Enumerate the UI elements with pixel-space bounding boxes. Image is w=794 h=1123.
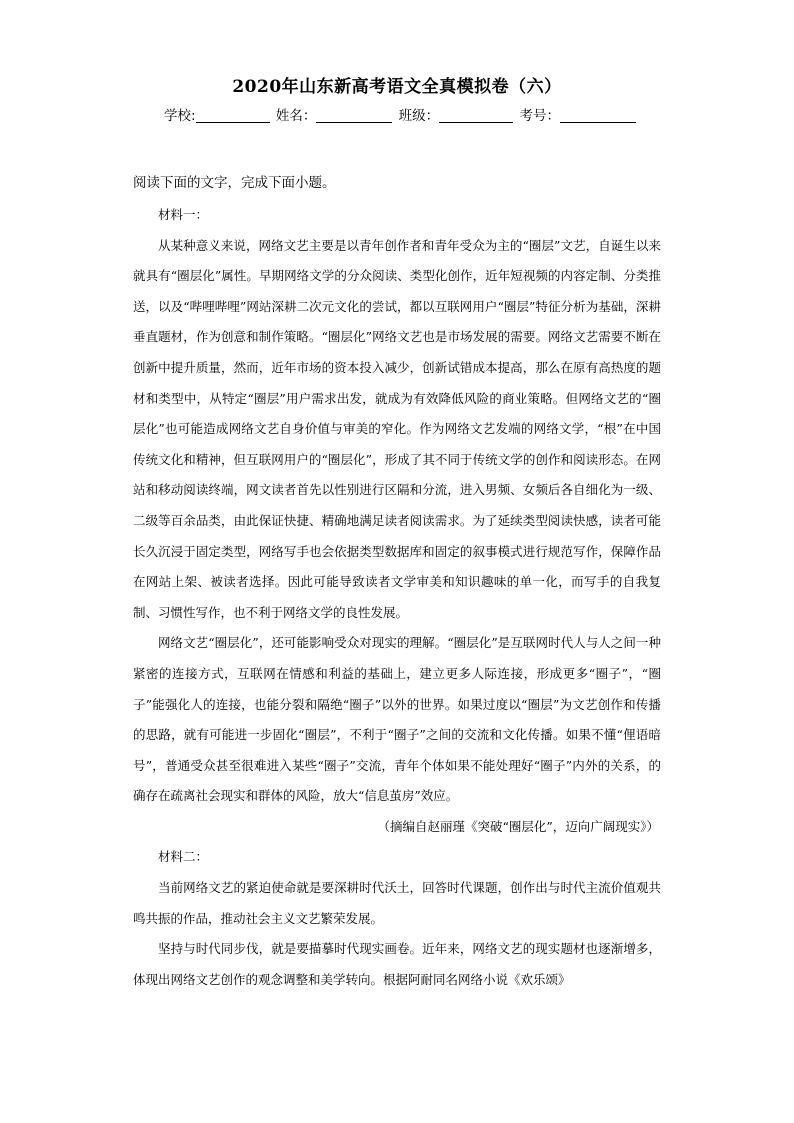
class-blank[interactable]: [439, 108, 513, 123]
school-blank[interactable]: [196, 108, 270, 123]
name-label: 姓名：: [275, 108, 317, 124]
page-title: 2020年山东新高考语文全真模拟卷（六）: [232, 77, 562, 97]
exam-no-blank[interactable]: [560, 108, 636, 123]
material1-heading: 材料一：: [158, 207, 209, 222]
material2-paragraph-2: 坚持与时代同步伐，就是要描摹时代现实画卷。近年来，网络文艺的现实题材也逐渐增多，体现出网络文艺创作的观念调整和美学转向。根据阿耐同名网络小说《欢乐颂》: [133, 941, 661, 987]
material1-source: （摘编自赵丽瑾《突破“圈层化”，迈向广阔现实》）: [377, 818, 659, 834]
class-label: 班级：: [398, 108, 440, 124]
material1-paragraph-1: 从某种意义来说，网络文艺主要是以青年创作者和青年受众为主的“圈层”文艺，自诞生以来就具有“圈层化”属性。早期网络文学的分众阅读、类型化创作，近年短视频的内容定制、分类推送，以及“哔哩哔哩”网站深耕二次元文化的尝试，都以互联网用户“圈层”特征分析为基础，深耕垂直题材，作为创意和制作策略。“圈层化”网络文艺也是市场发展的需要。网络文艺需要不断在创新中提升质量，然而，近年市场的资本投入减少，创新试错成本提高，那么在原有高热度的题材和类型中，从特定“圈层”用户需求出发，就成为有效降低风险的商业策略。但网络文艺的“圈层化”也可能造成网络文艺自身价值与审美的窄化。作为网络文艺发端的网络文学，“根”在中国传统文化和精神，但互联网用户的“圈层化”，形成了其不同于传统文学的创作和阅读形态。在网站和移动阅读终端，网文读者首先以性别进行区隔和分流，进入男频、女频后各自细化为一级、二级等百余品类，由此保证快捷、精确地满足读者阅读需求。为了延续类型阅读快感，读者可能长久沉浸于固定类型，网络写手也会依据类型数据库和固定的叙事模式进行规范写作，保障作品在网站上架、被读者选择。因此可能导致读者文学审美和知识趣味的单一化，而写手的自我复制、习惯性写作，也不利于网络文学的良性发展。: [133, 237, 661, 620]
exam-no-label: 考号：: [519, 108, 560, 124]
question-intro: 阅读下面的文字，完成下面小题。: [133, 175, 336, 191]
student-info-line: [164, 104, 638, 124]
name-blank[interactable]: [316, 108, 392, 123]
material2-paragraph-1: 当前网络文艺的紧迫使命就是要深耕时代沃土，回答时代课题，创作出与时代主流价值观共鸣共振的作品，推动社会主义文艺繁荣发展。: [133, 880, 661, 926]
material2-heading: 材料二：: [158, 849, 209, 865]
material1-paragraph-2: 网络文艺“圈层化”，还可能影响受众对现实的理解。“圈层化”是互联网时代人与人之间一种紧密的连接方式，互联网在情感和利益的基础上，建立更多人际连接，形成更多“圈子”，“圈子”能强化人的连接，也能分裂和隔绝“圈子”以外的世界。如果过度以“圈层”为文艺创作和传播的思路，就有可能进一步固化“圈层”，不利于“圈子”之间的交流和文化传播。如果不懂“俚语暗号”，普通受众甚至很难进入某些“圈子”交流，青年个体如果不能处理好“圈子”内外的关系，的确存在疏离社会现实和群体的风险，放大“信息茧房”效应。: [133, 635, 661, 804]
reading-passage: [133, 200, 661, 995]
school-label: 学校:: [164, 108, 196, 124]
